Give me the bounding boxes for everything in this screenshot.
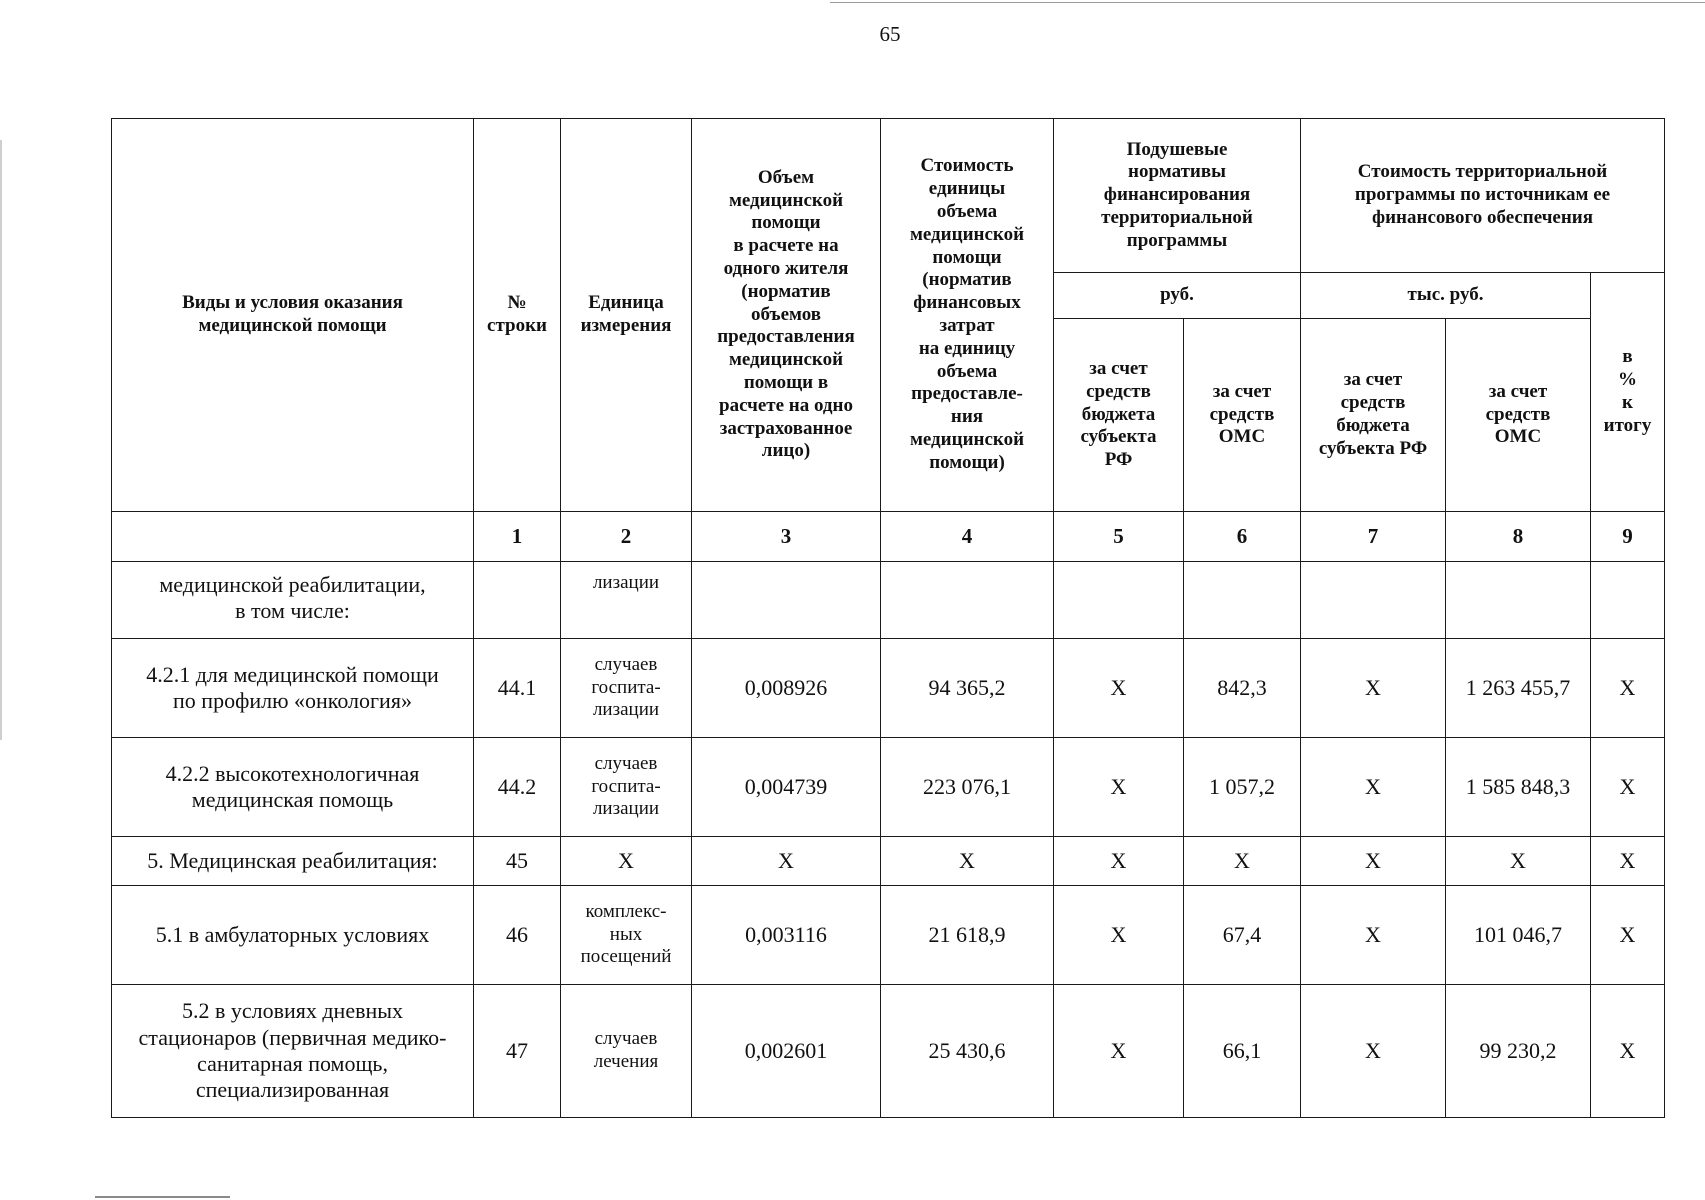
cell-col8: 99 230,2	[1446, 985, 1591, 1118]
cell-kind: медицинской реабилитации, в том числе:	[112, 562, 474, 639]
table-row	[112, 886, 1665, 985]
cell-col9: X	[1591, 837, 1665, 886]
header-budget-rf: за счет средств бюджета субъекта РФ	[1054, 319, 1184, 512]
cell-unit: X	[561, 837, 692, 886]
cell-row-no: 47	[474, 985, 561, 1118]
header-row-no: № строки	[474, 119, 561, 512]
scan-mark	[95, 1196, 230, 1198]
header-thous-rub: тыс. руб.	[1301, 273, 1591, 319]
header-row-1	[112, 119, 1665, 273]
header-unit: Единица измерения	[561, 119, 692, 512]
cell-cost	[881, 562, 1054, 639]
cell-col6	[1184, 562, 1301, 639]
cell-row-no: 44.1	[474, 639, 561, 738]
cell-col8	[1446, 562, 1591, 639]
cell-col7	[1301, 562, 1446, 639]
cell-volume: 0,004739	[692, 738, 881, 837]
cell-kind: 4.2.1 для медицинской помощи по профилю «онкология»	[112, 639, 474, 738]
cell-col9: X	[1591, 639, 1665, 738]
cell-col9: X	[1591, 738, 1665, 837]
cell-col5	[1054, 562, 1184, 639]
table-row	[112, 639, 1665, 738]
cell-unit: лизации	[561, 562, 692, 639]
cell-cost: 21 618,9	[881, 886, 1054, 985]
cell-col8: 1 585 848,3	[1446, 738, 1591, 837]
header-cost: Стоимость единицы объема медицинской помощи (норматив финансовых затрат на единицу объема предоставле- ния медицинской помощи)	[881, 119, 1054, 512]
cell-row-no: 44.2	[474, 738, 561, 837]
cell-col9: X	[1591, 985, 1665, 1118]
cell-volume: 0,003116	[692, 886, 881, 985]
cell-col6: 1 057,2	[1184, 738, 1301, 837]
header-kind: Виды и условия оказания медицинской помощи	[112, 119, 474, 512]
cell-cost: 94 365,2	[881, 639, 1054, 738]
column-number: 6	[1184, 512, 1301, 562]
cell-col5: X	[1054, 985, 1184, 1118]
cell-unit: случаев госпита- лизации	[561, 639, 692, 738]
cell-col6: X	[1184, 837, 1301, 886]
column-number: 4	[881, 512, 1054, 562]
column-number-row	[112, 512, 1665, 562]
header-per-capita: Подушевые нормативы финансирования территориальной программы	[1054, 119, 1301, 273]
cell-cost: 223 076,1	[881, 738, 1054, 837]
cell-col5: X	[1054, 738, 1184, 837]
header-program-cost: Стоимость территориальной программы по источникам ее финансового обеспечения	[1301, 119, 1665, 273]
cell-unit: случаев госпита- лизации	[561, 738, 692, 837]
cell-col5: X	[1054, 837, 1184, 886]
cell-col6: 842,3	[1184, 639, 1301, 738]
column-number: 3	[692, 512, 881, 562]
cell-col6: 67,4	[1184, 886, 1301, 985]
header-oms-2: за счет средств ОМС	[1446, 319, 1591, 512]
cell-col7: X	[1301, 639, 1446, 738]
table-row	[112, 837, 1665, 886]
column-number: 2	[561, 512, 692, 562]
column-number: 5	[1054, 512, 1184, 562]
cell-kind: 5.1 в амбулаторных условиях	[112, 886, 474, 985]
cell-col5: X	[1054, 886, 1184, 985]
column-number: 1	[474, 512, 561, 562]
cell-kind: 5.2 в условиях дневных стационаров (первичная медико- санитарная помощь, специализированная	[112, 985, 474, 1118]
cell-volume: 0,002601	[692, 985, 881, 1118]
cell-volume	[692, 562, 881, 639]
header-budget-rf-2: за счет средств бюджета субъекта РФ	[1301, 319, 1446, 512]
cell-cost: X	[881, 837, 1054, 886]
column-number: 9	[1591, 512, 1665, 562]
program-cost-table	[111, 118, 1665, 1118]
cell-kind: 5. Медицинская реабилитация:	[112, 837, 474, 886]
cell-col7: X	[1301, 738, 1446, 837]
cell-col8: 101 046,7	[1446, 886, 1591, 985]
header-rub: руб.	[1054, 273, 1301, 319]
column-number: 8	[1446, 512, 1591, 562]
cell-col7: X	[1301, 985, 1446, 1118]
cell-unit: случаев лечения	[561, 985, 692, 1118]
cell-unit: комплекс- ных посещений	[561, 886, 692, 985]
cell-row-no: 45	[474, 837, 561, 886]
scan-edge-shadow	[0, 140, 2, 740]
cell-col6: 66,1	[1184, 985, 1301, 1118]
table-row	[112, 738, 1665, 837]
cell-col7: X	[1301, 837, 1446, 886]
cell-row-no: 46	[474, 886, 561, 985]
scan-edge-line	[830, 2, 1705, 3]
column-number-empty	[112, 512, 474, 562]
cell-col8: X	[1446, 837, 1591, 886]
cell-cost: 25 430,6	[881, 985, 1054, 1118]
cell-col9: X	[1591, 886, 1665, 985]
header-percent: в % к итогу	[1591, 273, 1665, 512]
cell-col5: X	[1054, 639, 1184, 738]
page-number: 65	[879, 22, 901, 46]
table-row	[112, 985, 1665, 1118]
table-row	[112, 562, 1665, 639]
header-volume: Объем медицинской помощи в расчете на одного жителя (норматив объемов предоставления медицинской помощи в расчете на одно застрахованное лицо)	[692, 119, 881, 512]
header-oms: за счет средств ОМС	[1184, 319, 1301, 512]
cell-col8: 1 263 455,7	[1446, 639, 1591, 738]
cell-volume: 0,008926	[692, 639, 881, 738]
cell-col9	[1591, 562, 1665, 639]
cell-col7: X	[1301, 886, 1446, 985]
cell-row-no	[474, 562, 561, 639]
cell-kind: 4.2.2 высокотехнологичная медицинская помощь	[112, 738, 474, 837]
cell-volume: X	[692, 837, 881, 886]
column-number: 7	[1301, 512, 1446, 562]
